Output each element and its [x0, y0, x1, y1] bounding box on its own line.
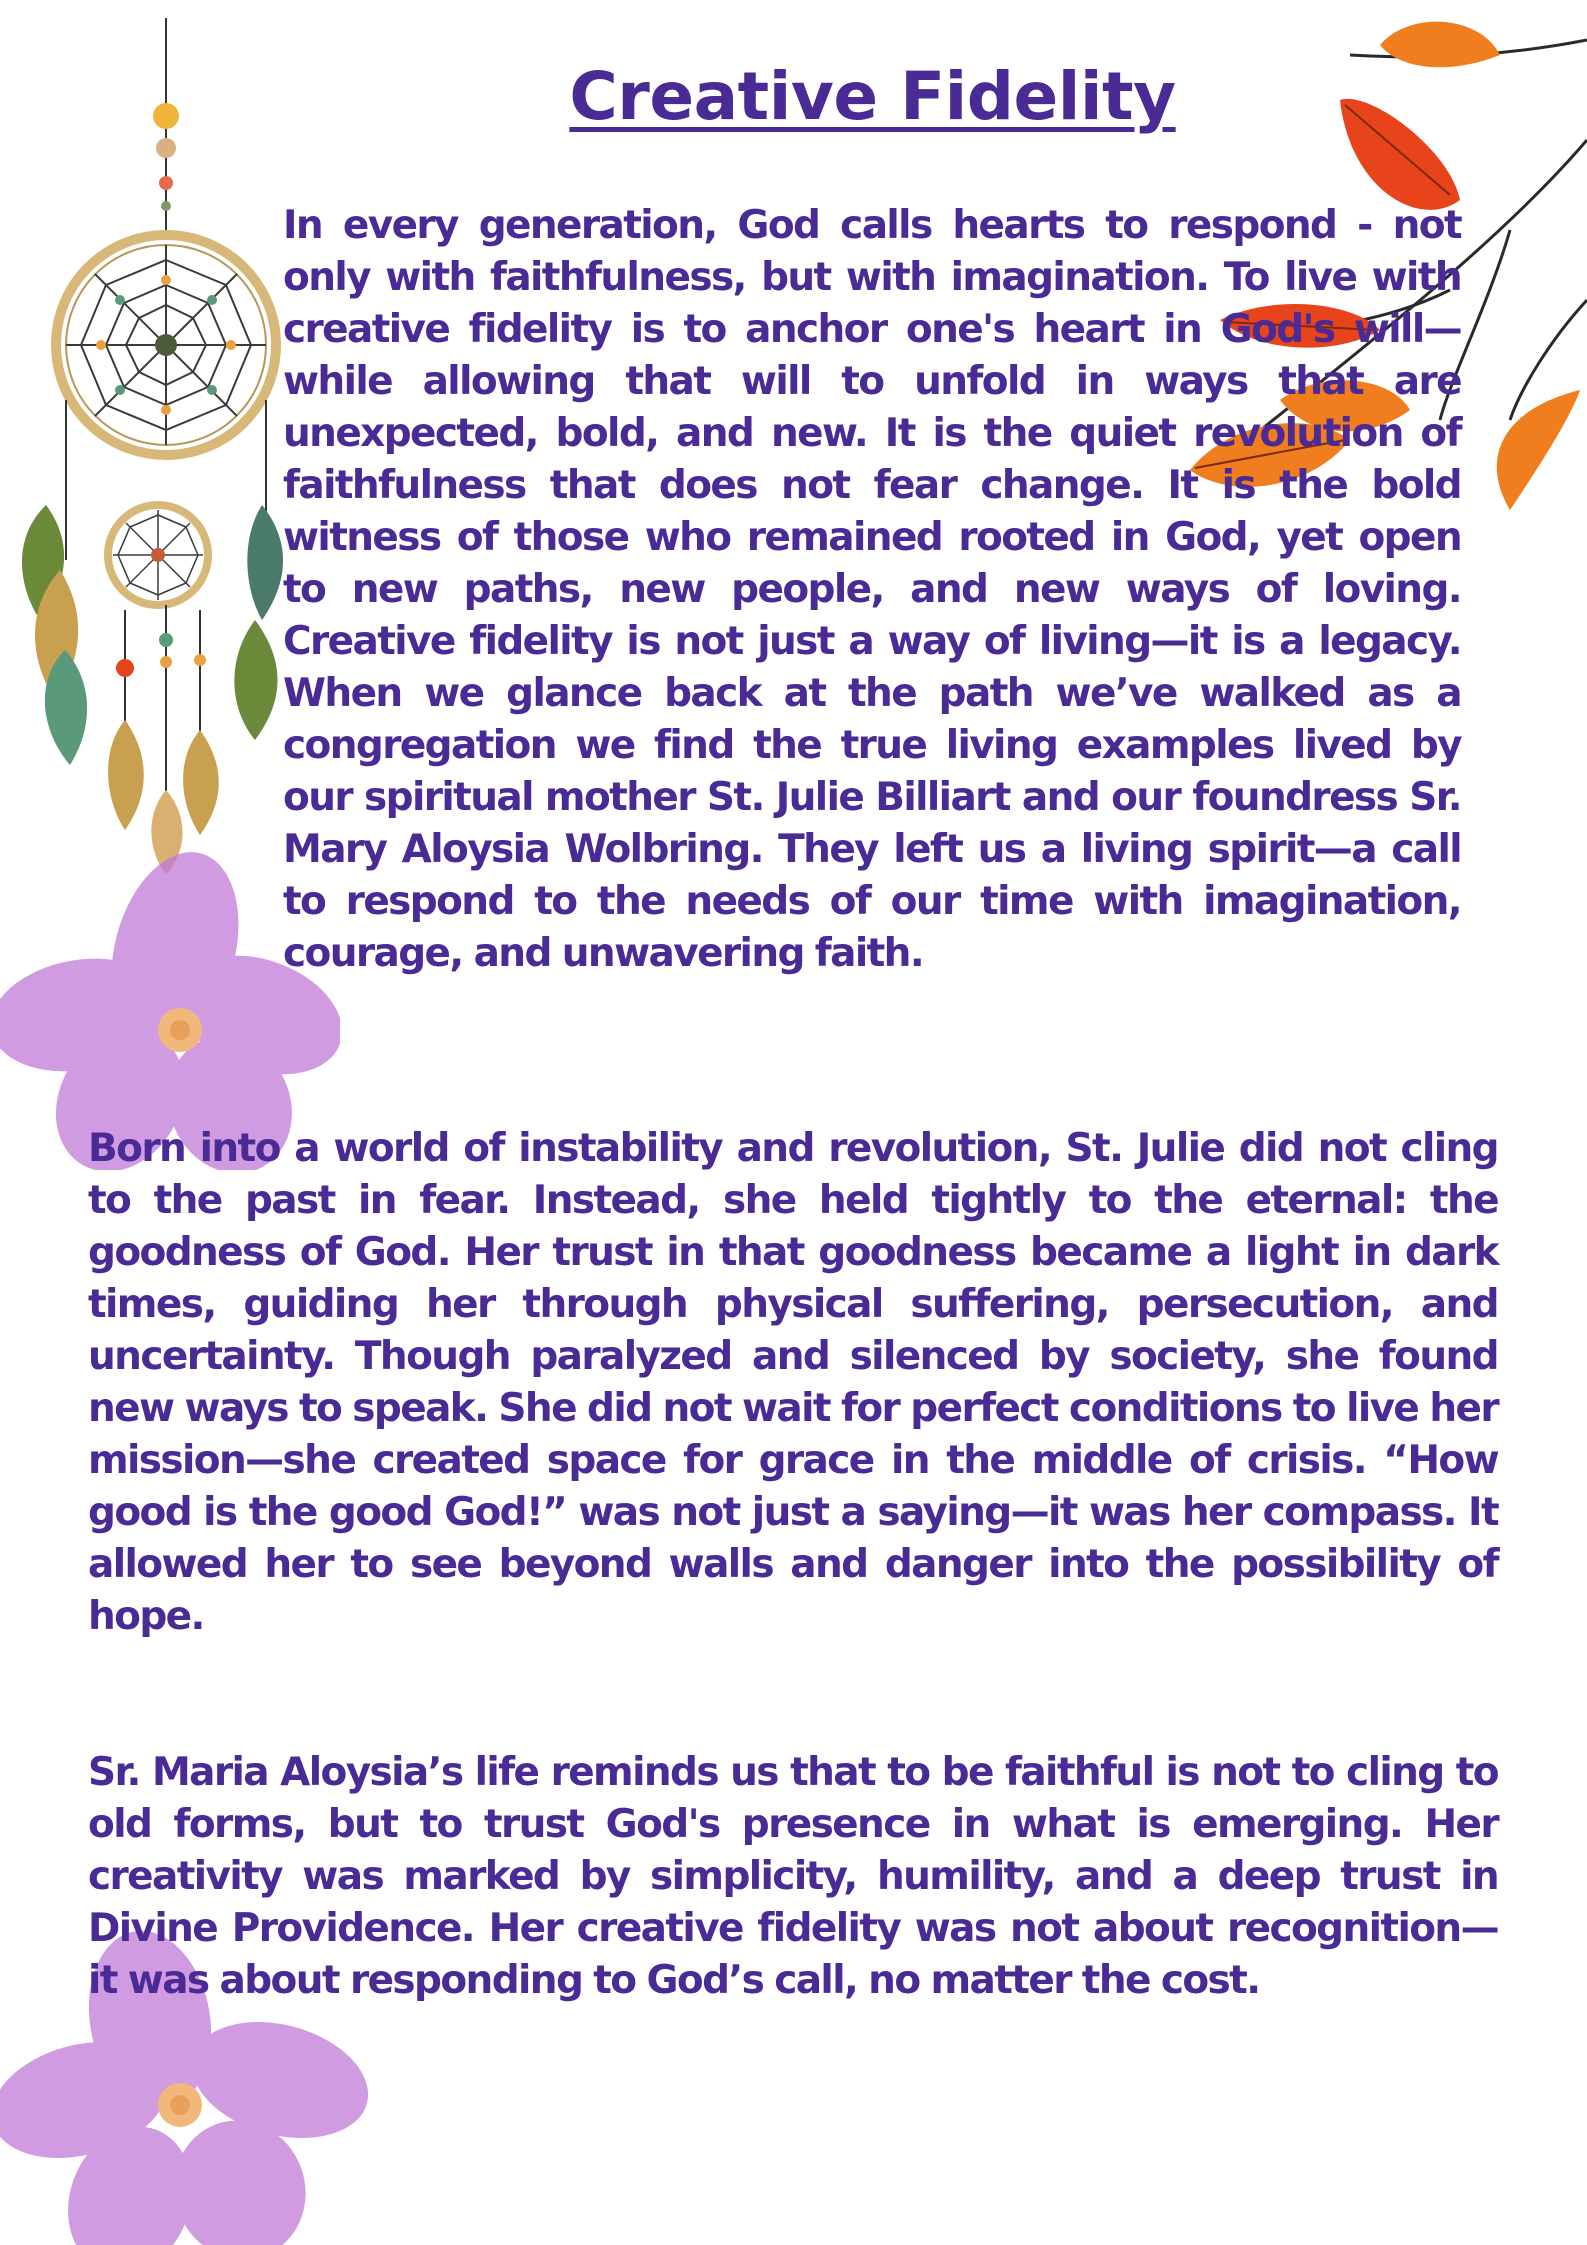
intro-paragraph: In every generation, God calls hearts to respond - not only with faithfulness, but with imagination. To live with creative fidelity is to anchor one's heart in God's will—while allowing that will to unfold in ways that are unexpected, bold, and new. It is the quiet revolution of faithfulness that does not fear change. It is the bold witness of those who remained rooted in God, yet open to new paths, new people, and new ways of loving. Creative fidelity is not just a way of living—it is a legacy. When we glance back at the path we’ve walked as a congregation we find the true living examples lived by our spiritual mother St. Julie Billiart and our foundress Sr. Mary Aloysia Wolbring. They left us a living spirit—a call to respond to the needs of our time with imagination, courage, and unwavering faith. [283, 203, 1461, 976]
julie-paragraph: Born into a world of instability and revolution, St. Julie did not cling to the past in fear. Instead, she held tightly to the eternal: the goodness of God. Her trust in that goodness became a light in dark times, guiding her through physical suffering, persecution, and uncertainty. Though paralyzed and silenced by society, she found new ways to speak. She did not wait for perfect conditions to live her mission—she created space for grace in the middle of crisis. “How good is the good God!” was not just a saying—it was her compass. It allowed her to see beyond walls and danger into the possibility of hope. [88, 1126, 1498, 1639]
aloysia-paragraph: Sr. Maria Aloysia’s life reminds us that to be faithful is not to cling to old forms, but to trust God's presence in what is emerging. Her creativity was marked by simplicity, humility, and a deep trust in Divine Providence. Her creative fidelity was not about recognition—it was about responding to God’s call, no matter the cost. [88, 1750, 1498, 2003]
page-title: Creative Fidelity [569, 58, 1176, 135]
